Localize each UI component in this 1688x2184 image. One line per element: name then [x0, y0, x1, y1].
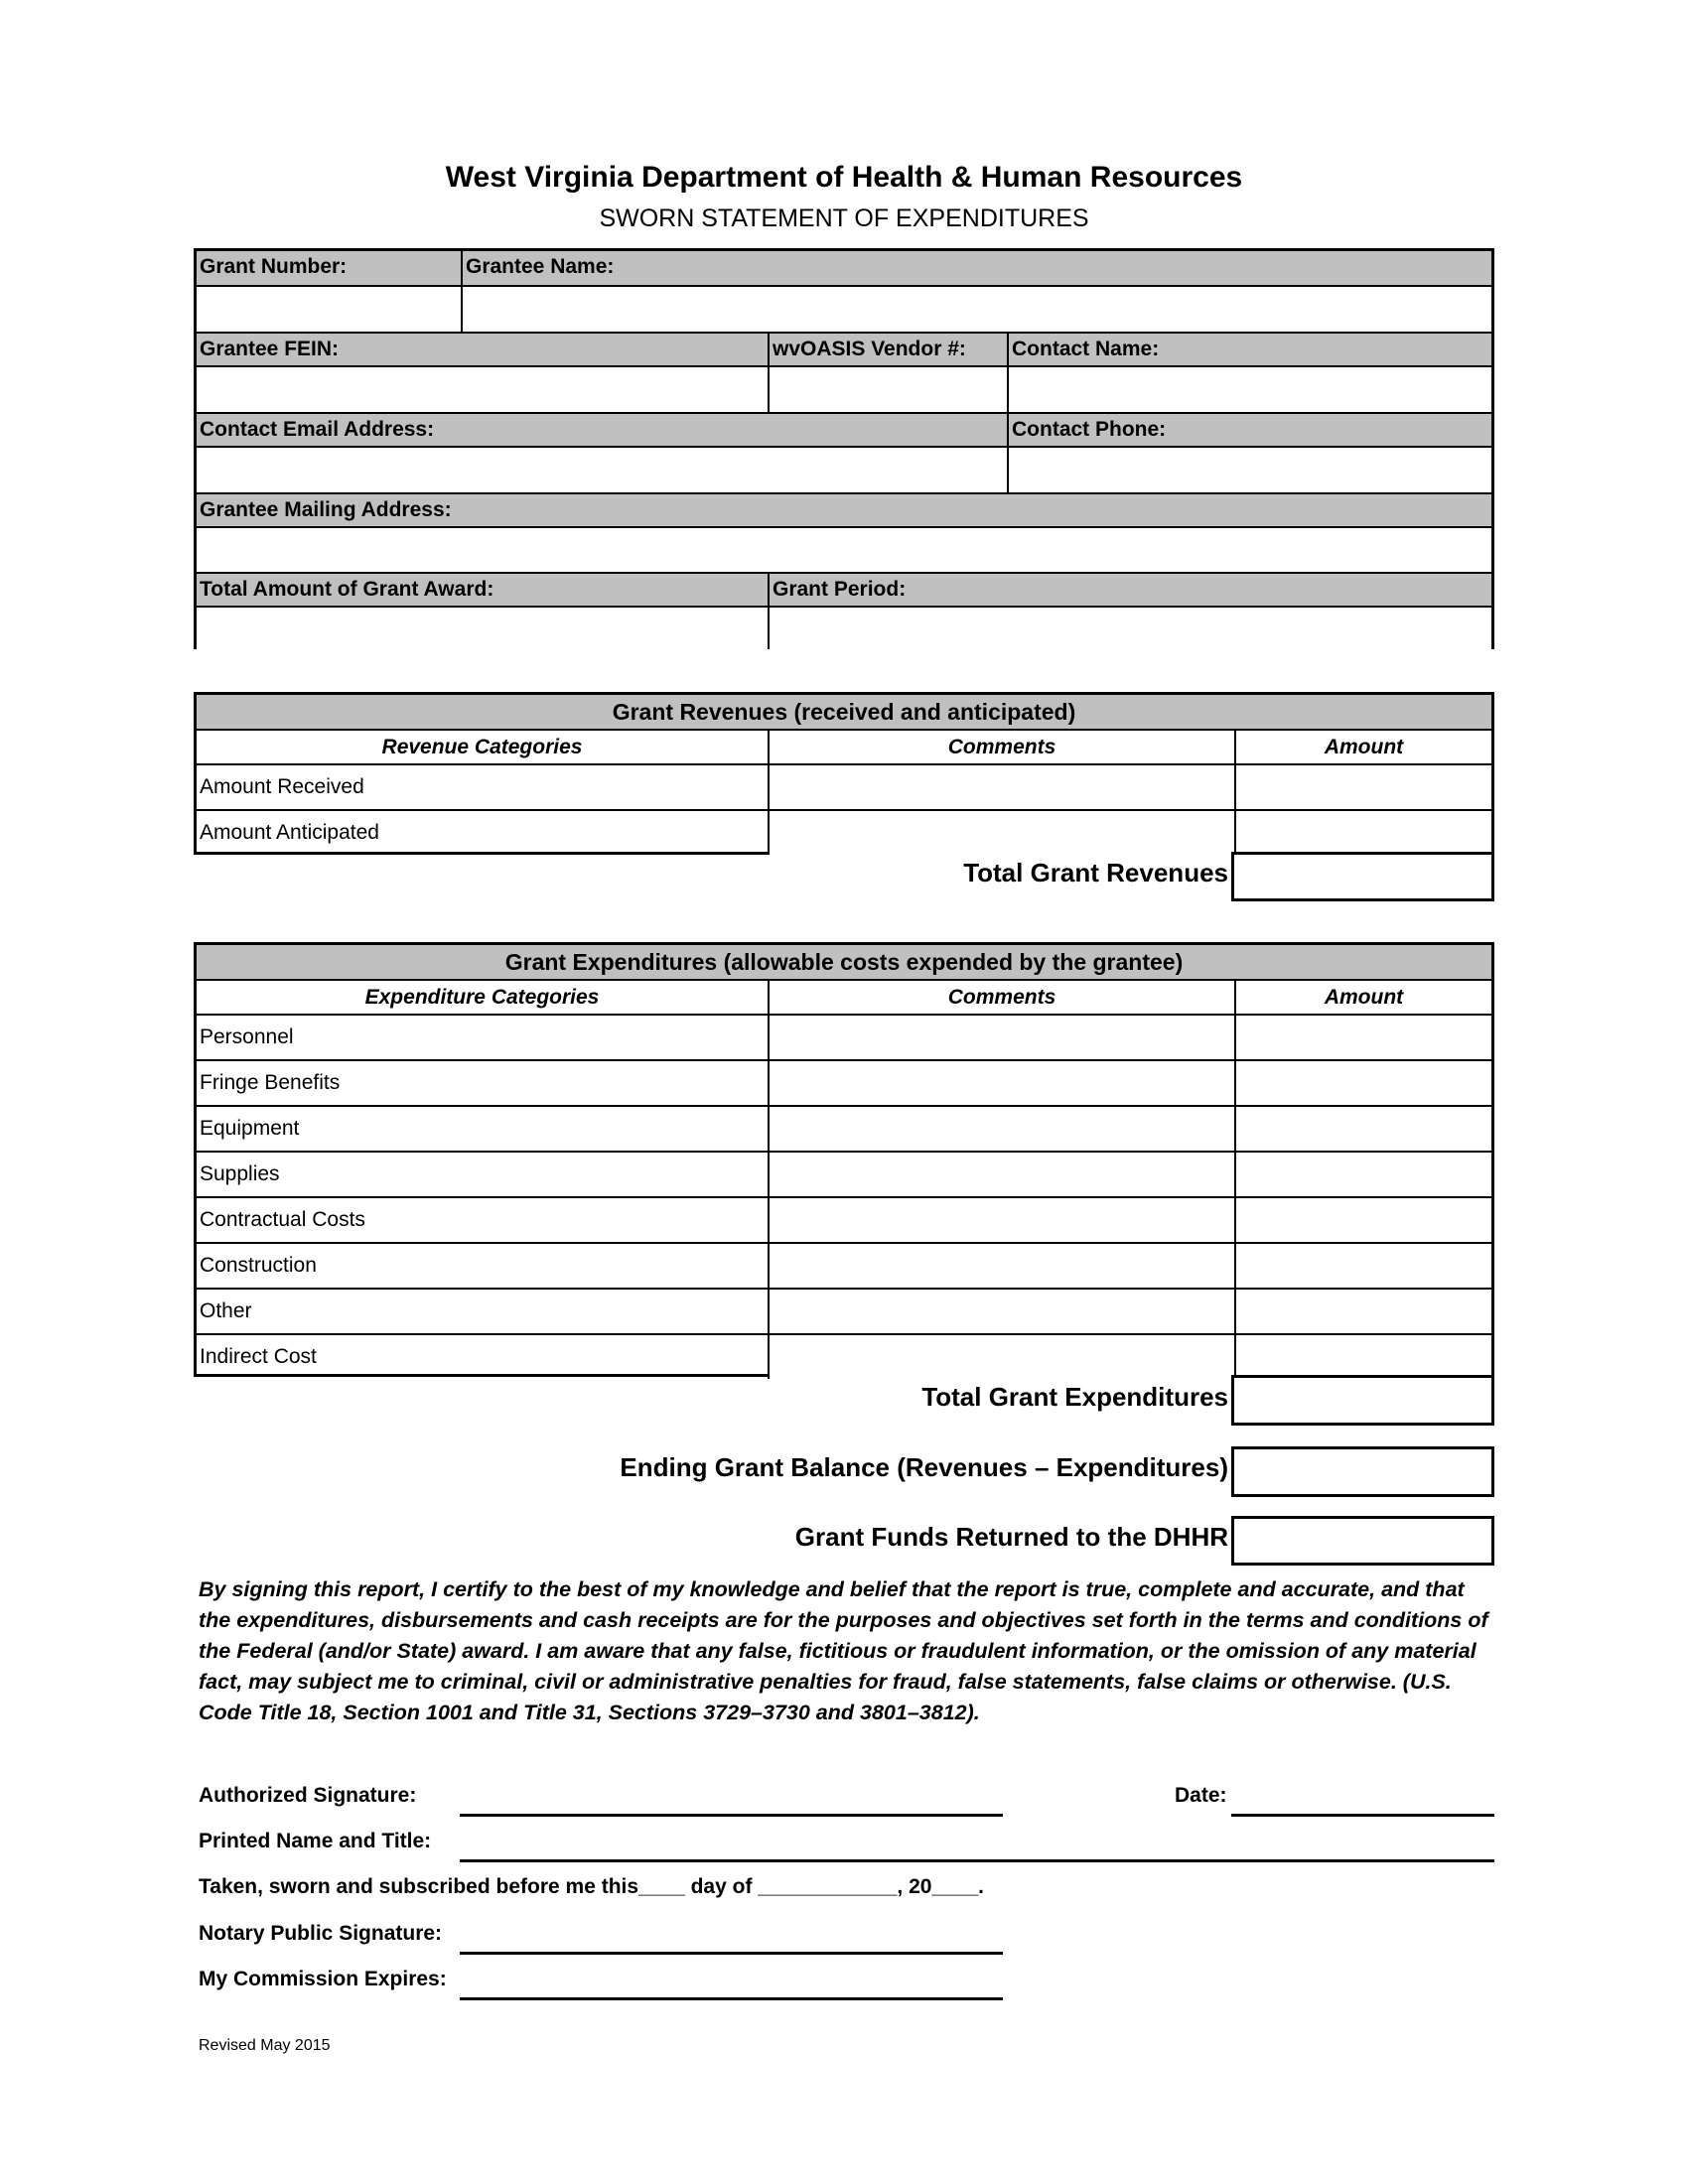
certification-statement: By signing this report, I certify to the best of my knowledge and belief that the report is true, complete and accurate, and that the expenditures, disbursements and cash receipts are for the purposes and objectives set forth in the terms and conditions of the Federal (and/or State) award. I am aware that any false, fictitious or fraudulent information, or the omission of any material fact, may subject me to criminal, civil or administrative penalties for fraud, false statements, false claims or otherwise. (U.S. Code Title 18, Section 1001 and Title 31, Sections 3729–3730 and 3801–3812).	[199, 1577, 1488, 1724]
expenditure-amount-field[interactable]	[1234, 1196, 1491, 1242]
total-award-field[interactable]	[197, 606, 768, 649]
expenditure-comment-field[interactable]	[768, 1151, 1234, 1196]
expenditure-amount-header: Amount	[1234, 979, 1491, 1014]
revision-note: Revised May 2015	[199, 2037, 331, 2054]
commission-expires-label: My Commission Expires:	[199, 1968, 447, 1990]
authorized-signature-line[interactable]	[460, 1814, 1003, 1817]
revenue-comment-field[interactable]	[768, 763, 1234, 809]
total-revenues-label: Total Grant Revenues	[963, 858, 1228, 887]
funds-returned-label: Grant Funds Returned to the DHHR	[794, 1522, 1228, 1552]
expenditure-row-label: Supplies	[197, 1151, 768, 1196]
grantee-info-table	[194, 248, 1494, 649]
authorized-signature-label: Authorized Signature:	[199, 1784, 417, 1807]
revenue-row-label: Amount Received	[197, 763, 768, 809]
notary-signature-line[interactable]	[460, 1952, 1003, 1955]
expenditure-row-label: Contractual Costs	[197, 1196, 768, 1242]
expenditure-row-label: Fringe Benefits	[197, 1059, 768, 1105]
contact-name-label: Contact Name:	[1007, 332, 1491, 365]
contact-name-field[interactable]	[1007, 365, 1491, 412]
expenditure-comment-field[interactable]	[768, 1014, 1234, 1059]
page-title: West Virginia Department of Health & Human Resources	[445, 161, 1243, 194]
expenditure-comment-field[interactable]	[768, 1288, 1234, 1333]
ending-balance-field[interactable]	[1231, 1446, 1494, 1497]
revenue-amount-field[interactable]	[1234, 763, 1491, 809]
expenditure-comments-header: Comments	[768, 979, 1234, 1014]
date-line[interactable]	[1231, 1814, 1494, 1817]
expenditure-amount-field[interactable]	[1234, 1059, 1491, 1105]
revenues-table	[194, 692, 1494, 855]
contact-phone-field[interactable]	[1007, 446, 1491, 492]
expenditure-row-label: Other	[197, 1288, 768, 1333]
expenditure-comment-field[interactable]	[768, 1196, 1234, 1242]
revenue-row-label: Amount Anticipated	[197, 809, 768, 855]
total-revenues-field[interactable]	[1231, 852, 1494, 901]
expenditure-comment-field[interactable]	[768, 1059, 1234, 1105]
expenditure-row-label: Equipment	[197, 1105, 768, 1151]
vendor-number-label: wvOASIS Vendor #:	[768, 332, 1007, 365]
revenue-comments-header: Comments	[768, 729, 1234, 763]
expenditure-row-label: Personnel	[197, 1014, 768, 1059]
mailing-address-label: Grantee Mailing Address:	[197, 492, 1491, 526]
commission-expires-line[interactable]	[460, 1997, 1003, 2000]
revenue-comment-field[interactable]	[768, 809, 1234, 855]
total-expenditures-field[interactable]	[1231, 1375, 1494, 1426]
page-subtitle: SWORN STATEMENT OF EXPENDITURES	[599, 205, 1089, 232]
notary-signature-label: Notary Public Signature:	[199, 1922, 443, 1945]
grantee-name-label: Grantee Name:	[461, 251, 1491, 285]
revenue-amount-field[interactable]	[1234, 809, 1491, 855]
vendor-number-field[interactable]	[768, 365, 1007, 412]
total-expenditures-label: Total Grant Expenditures	[921, 1382, 1228, 1412]
expenditure-comment-field[interactable]	[768, 1242, 1234, 1288]
expenditure-row-label: Indirect Cost	[197, 1333, 768, 1379]
expenditure-amount-field[interactable]	[1234, 1105, 1491, 1151]
total-award-label: Total Amount of Grant Award:	[197, 572, 768, 606]
grant-period-field[interactable]	[768, 606, 1491, 649]
expenditure-comment-field[interactable]	[768, 1333, 1234, 1379]
expenditure-amount-field[interactable]	[1234, 1333, 1491, 1379]
grantee-fein-field[interactable]	[197, 365, 768, 412]
revenues-title: Grant Revenues (received and anticipated)	[197, 695, 1491, 729]
expenditures-table	[194, 942, 1494, 1377]
expenditures-title: Grant Expenditures (allowable costs expended by the grantee)	[197, 945, 1491, 979]
printed-name-line[interactable]	[460, 1859, 1494, 1862]
contact-phone-label: Contact Phone:	[1007, 412, 1491, 446]
grant-period-label: Grant Period:	[768, 572, 1491, 606]
funds-returned-field[interactable]	[1231, 1516, 1494, 1566]
revenue-categories-header: Revenue Categories	[197, 729, 768, 763]
grantee-fein-label: Grantee FEIN:	[197, 332, 768, 365]
expenditure-amount-field[interactable]	[1234, 1242, 1491, 1288]
expenditure-row-label: Construction	[197, 1242, 768, 1288]
grantee-name-field[interactable]	[461, 285, 1491, 332]
contact-email-field[interactable]	[197, 446, 1007, 492]
grant-number-field[interactable]	[197, 285, 461, 332]
expenditure-categories-header: Expenditure Categories	[197, 979, 768, 1014]
date-label: Date:	[1175, 1784, 1227, 1807]
revenue-amount-header: Amount	[1234, 729, 1491, 763]
grant-number-label: Grant Number:	[197, 251, 461, 285]
contact-email-label: Contact Email Address:	[197, 412, 1007, 446]
printed-name-label: Printed Name and Title:	[199, 1830, 432, 1852]
expenditure-amount-field[interactable]	[1234, 1151, 1491, 1196]
expenditure-amount-field[interactable]	[1234, 1288, 1491, 1333]
expenditure-comment-field[interactable]	[768, 1105, 1234, 1151]
ending-balance-label: Ending Grant Balance (Revenues – Expenditures)	[620, 1452, 1228, 1482]
expenditure-amount-field[interactable]	[1234, 1014, 1491, 1059]
mailing-address-field[interactable]	[197, 526, 1491, 572]
sworn-statement-text: Taken, sworn and subscribed before me this____ day of ____________, 20____.	[199, 1875, 985, 1898]
